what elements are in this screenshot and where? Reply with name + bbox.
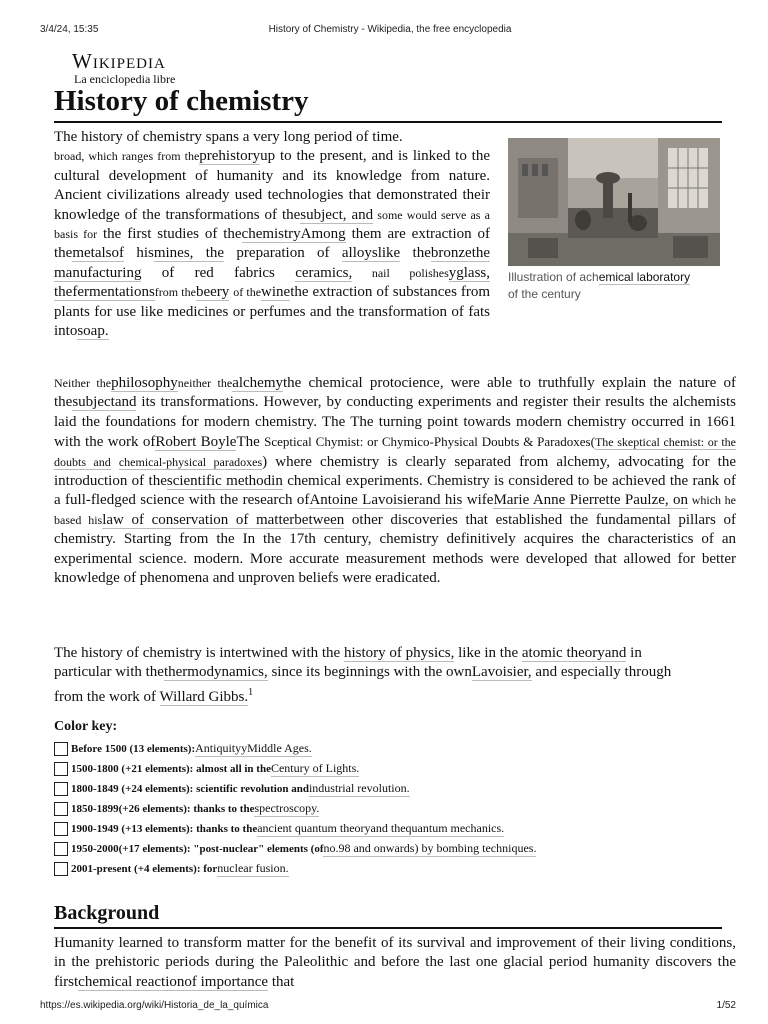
color-swatch [54,762,68,776]
color-key-title: Color key: [54,719,118,734]
caption-text: Illustration of ach [508,270,599,284]
intro-text: of the [233,285,262,300]
link-mines[interactable]: mines, the [153,245,225,262]
intro-text: preparation of [224,245,330,262]
color-key-row [54,779,574,799]
link-history-of-physics[interactable]: history of physics, [343,645,455,661]
figure-caption [508,269,720,303]
color-key-link[interactable]: spectroscopy. [254,801,320,815]
color-key-link[interactable]: AntiquityyMiddle Ages. [195,741,312,755]
intro-text: some would serve as a basis for [54,207,490,242]
color-key-row [54,759,574,779]
page-title: History of chemistry [54,84,722,123]
color-key-link-2[interactable]: quantum mechanics. [405,821,505,835]
para-text: other discoveries that established the fundamental pillars of chemistry. Starting from the [54,511,736,548]
para-text: The history of chemistry is intertwined with the [54,645,341,661]
link-bronze[interactable]: bronzethe manufacturing [54,245,491,281]
link-alloys[interactable]: alloyslike [341,245,401,262]
color-swatch [54,782,68,796]
color-key-label: 2001-present (+4 elements): for [71,863,218,875]
link-willard-gibbs[interactable]: Willard Gibbs. [159,688,249,705]
color-key-label: 1900-1949 (+13 elements): thanks to the [71,823,258,835]
link-marie-anne-paulze[interactable]: Marie Anne Pierrette Paulze, on [493,492,689,509]
color-key-link[interactable]: nuclear fusion. [217,861,289,875]
intro-text: extraction of the [54,226,491,262]
para-text: introduction of the [54,473,167,490]
color-key-label: 1500-1800 (+21 elements): almost all in the [71,763,271,775]
link-chemistry[interactable]: chemistryAmong [241,226,346,243]
paragraph-physics [54,644,736,707]
para-text: chemical experiments. Chemistry is considered to be [282,473,608,490]
color-key-label: 1850-1899(+26 elements): thanks to the [71,803,255,815]
para-text: modern. More accurate measurement methods were developed that allowed for better [193,550,737,567]
para-text: knowledge of phenomena and unproven beliefs were eradicated. [54,570,441,587]
color-key-link[interactable]: industrial revolution. [308,781,410,795]
para-text: their living conditions, in the prehistoric periods during the Paleolithic and before the last one [54,935,736,971]
color-key-row [54,819,574,839]
para-text: The [236,434,260,451]
para-text: in [626,645,642,661]
lab-illustration-figure [508,138,720,303]
caption-text-2: of the century [508,287,581,301]
color-swatch [54,822,68,836]
para-text: Humanity learned to transform matter for the benefit of its survival and improvement of [54,935,594,951]
intro-text: transformations of the [165,206,301,223]
logo-tagline: La enciclopedia libre [74,72,176,86]
para-text: glacial period humanity discovers the first [54,954,737,990]
chemical-laboratory-image[interactable] [508,138,720,266]
para-text: nature of the [54,375,736,411]
link-ceramics[interactable]: ceramics, [295,264,353,281]
link-lavoisier-2[interactable]: Lavoisier, [471,664,532,681]
color-key-row [54,859,574,879]
link-and-his[interactable]: and his [418,492,463,509]
link-beer[interactable]: beery [195,284,230,301]
intro-text: The history of chemistry spans a very long period of time. [54,129,403,145]
link-subject[interactable]: subject, and [300,206,374,223]
color-key-row [54,739,574,759]
logo-wordmark: Wikipedia [72,49,166,73]
wikipedia-logo[interactable] [72,50,175,86]
color-swatch [54,742,68,756]
link-conservation-of-matter[interactable]: law of conservation of matterbetween [102,511,345,528]
para-text: like in the [454,645,519,661]
para-text: neither the [177,376,233,390]
para-text: from the work of [54,688,157,705]
intro-text: of red fabrics [141,264,275,281]
link-lavoisier[interactable]: Antoine Lavoisier [309,492,419,509]
para-text: In the 17th century, chemistry definitively acquires the characteristics of an experimental science. [54,531,736,567]
para-text: register their results the alchemists laid the foundations for modern chemistry. The [54,394,737,430]
para-text: achieved the rank of a full-fledged science with the research of [54,473,736,509]
paragraph-alchemy [54,374,736,588]
color-key-label: Before 1500 (13 elements): [71,743,196,755]
color-key-link[interactable]: ancient quantum theoryand the [257,821,406,835]
para-text: particular with the [54,664,164,681]
color-swatch [54,802,68,816]
paragraph-background [54,934,736,992]
para-text: ) where chemistry is clearly separated from alchemy, advocating for the [262,453,736,470]
reference-1[interactable]: 1 [248,686,254,698]
intro-text: the first studies of the [103,226,242,243]
para-text: that [268,973,295,990]
intro-text: his [123,245,154,262]
color-key-link-2[interactable]: ) by bombing techniques. [414,841,537,855]
color-key-label: 1800-1849 (+24 elements): scientific revolution and [71,783,309,795]
print-url: https://es.wikipedia.org/wiki/Historia_de_la_química [40,1000,269,1011]
intro-text: up to the present, and is [260,148,408,165]
link-skeptical-chemist[interactable]: The skeptical chemist: or the doubts and [54,435,737,469]
link-robert-boyle[interactable]: Robert Boyle [155,434,237,451]
color-key-row [54,799,574,819]
intro-text: them are [345,226,406,243]
print-date: 3/4/24, 15:35 [40,24,99,35]
para-text: its transformations. However, by conducting experiments and [136,394,518,411]
link-soap[interactable]: soap. [77,323,109,340]
link-chemical-physical-paradoxes[interactable]: chemical-physical paradoxes [118,454,263,469]
intro-text: linked to the cultural development of humanity and its knowledge [54,148,490,184]
link-thermodynamics[interactable]: thermodynamics, [163,664,268,681]
color-key-link[interactable]: no.98 and onwards [323,841,415,855]
para-text: and especially through [531,664,672,681]
color-swatch [54,862,68,876]
intro-text: broad, which ranges from the [54,149,200,164]
link-atomic-theory[interactable]: atomic theoryand [521,645,627,661]
intro-text: from nature. Ancient civilizations already used [54,167,491,204]
color-key-rows [54,739,574,879]
intro-paragraph [54,128,490,341]
para-text: wife [466,492,494,509]
intro-text: the extraction of substances from plants for use [54,284,490,320]
color-swatch [54,842,68,856]
para-text: which he based his [54,493,736,527]
link-alchemy[interactable]: alchemy [232,375,284,391]
para-text: Sceptical Chymist: or Chymico-Physical Doubts & Paradoxes( [264,434,595,450]
para-text: The turning point towards modern chemistry occurred in 1661 with the work of [54,413,736,451]
print-page-number: 1/52 [716,1000,736,1011]
print-header [40,24,740,38]
intro-text: from the [154,285,196,300]
intro-text: the [400,245,431,262]
link-chemical-reaction[interactable]: chemical reactionof importance [78,973,269,990]
print-footer [40,1000,736,1014]
para-text: since its beginnings with the own [267,664,472,681]
link-metals[interactable]: metalsof [72,245,124,262]
para-text: the chemical protocience, were able to truthfully explain the [283,375,672,391]
color-key [54,718,574,879]
link-glass-fermentations[interactable]: yglass, thefermentations [54,264,490,301]
intro-text: technologies that demonstrated their knowledge of the [54,187,491,223]
link-prehistory[interactable]: prehistory [199,148,261,165]
color-key-label: 1950-2000(+17 elements): "post-nuclear" elements (of [71,843,324,855]
link-wine[interactable]: wine [261,284,291,301]
para-text: Neither the [54,376,112,390]
section-heading-background: Background [54,900,722,929]
intro-text: nail polishes [352,265,449,280]
link-philosophy[interactable]: philosophy [111,375,178,391]
color-key-link[interactable]: Century of Lights. [270,761,360,775]
link-subject-2[interactable]: subjectand [72,394,137,411]
intro-text: like medicines or perfumes and the transformation of fats into [54,303,490,340]
color-key-row [54,839,574,859]
link-scientific-method[interactable]: scientific methodin [166,473,283,490]
caption-link[interactable]: emical laboratory [598,270,691,284]
print-page-title: History of Chemistry - Wikipedia, the free encyclopedia [268,24,512,35]
